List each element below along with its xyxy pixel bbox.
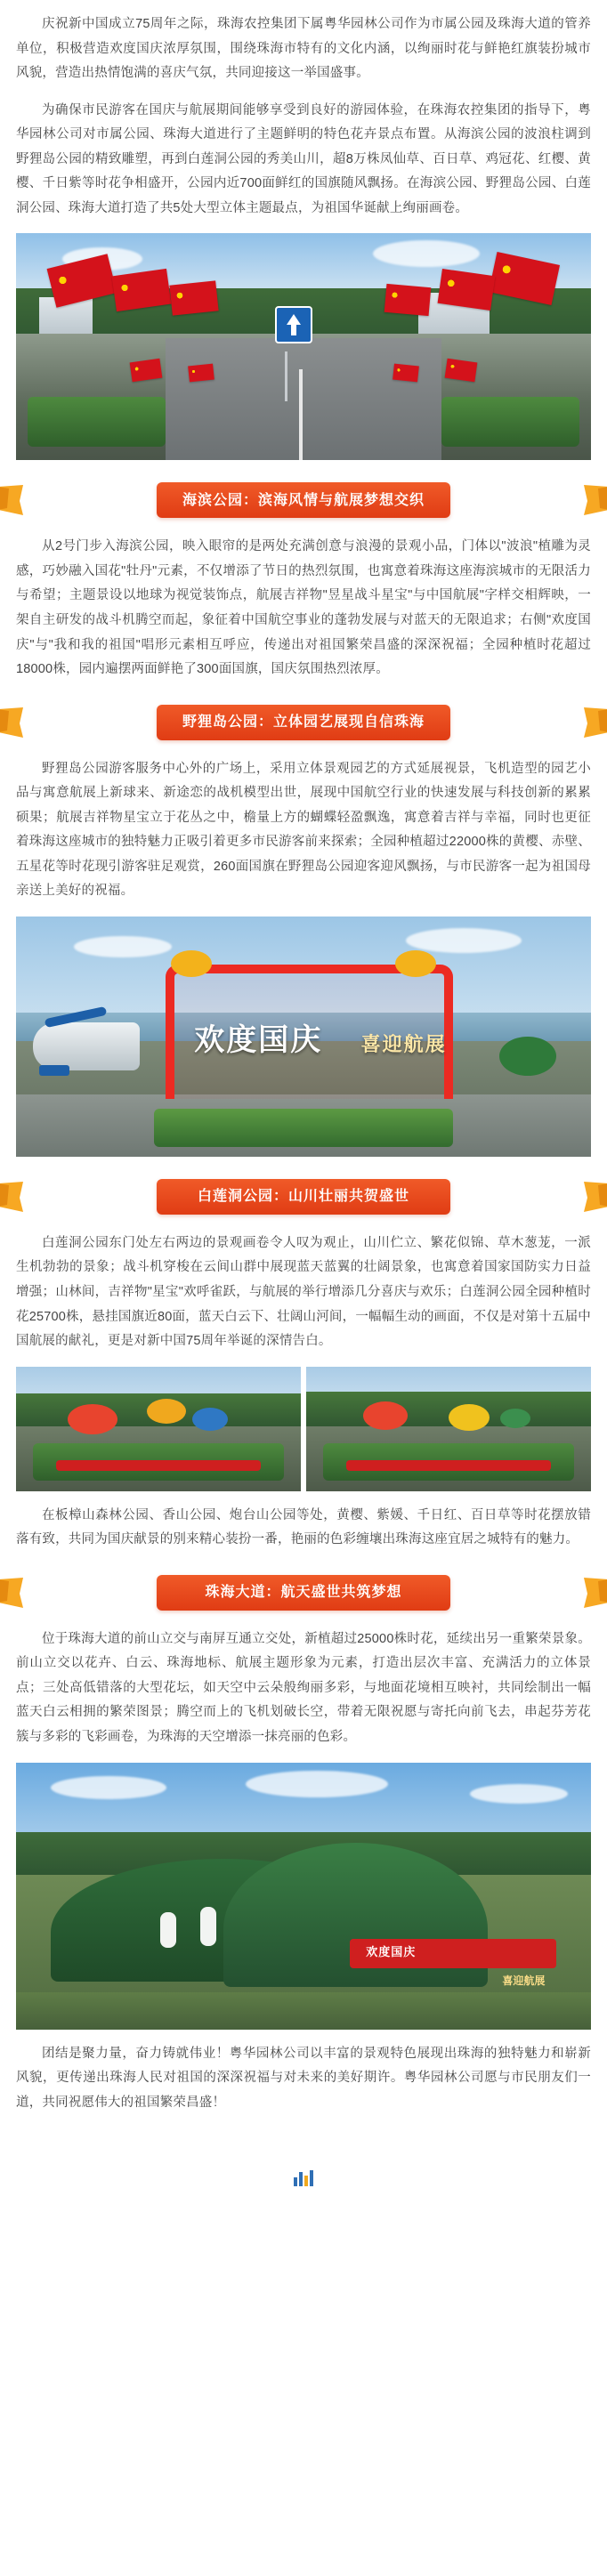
cloud-shape bbox=[51, 1776, 166, 1799]
section-header-bailiandong bbox=[16, 1176, 591, 1217]
ribbon-right-icon bbox=[580, 483, 607, 517]
hedge-shape bbox=[441, 397, 579, 447]
intro-text-1: 庆祝新中国成立75周年之际，珠海农控集团下属粤华园林公司作为市属公园及珠海大道的管养单位，积极营造欢度国庆浓厚氛围，围绕珠海市特有的文化内涵，以绚丽时花与鲜艳红旗装扮城市风貌，营造出热情饱满的喜庆气氛，共同迎接这一举国盛事。 bbox=[16, 17, 591, 81]
section-text: 白莲洞公园东门处左右两边的景观画卷令人叹为观止，山川伫立、繁花似锦、草木葱茏，一派生机勃勃的景象；战斗机穿梭在云间山群中展现蓝天蓝翼的壮阔景象，也寓意着国家国防实力日益增强；山林间，吉祥物"星宝"欢呼雀跃，与航展的举行增添几分喜庆与欢乐；白莲洞公园全园种植时花25700株，悬挂国旗近80面，蓝天白云下、壮阔山河间，一幅幅生动的画面，不仅是对第十五届中国航展的献礼，更是对新中国75周年举诞的深情告白。 bbox=[16, 1235, 591, 1349]
section-text: 野狸岛公园游客服务中心外的广场上，采用立体景观园艺的方式延展视景，飞机造型的园艺小品与寓意航展上新球来、新途恋的战机模型出世，展现中国航空行业的快速发展与科技创新的累累硕果；航展吉祥物星宝立于花丛之中，檐量上方的蝴蝶轻盈飘逸，寓意着吉祥与幸福，同时也更征着珠海这座城市的独特魅力正吸引着更多市民游客前来探索；全园种植超过22000株的黄樱、赤壁、五星花等时花现引游客驻足观赏，260面国旗在野狸岛公园迎客迎风飘扬，与市民游客一起为祖国母亲送上美好的祝福。 bbox=[16, 761, 591, 899]
banner-main-text: 欢度国庆 bbox=[366, 1945, 417, 1959]
chinese-flag bbox=[170, 281, 219, 316]
section-header-yeli bbox=[16, 702, 591, 743]
cloud-shape bbox=[373, 240, 480, 267]
section-paragraph-bailiandong bbox=[16, 1231, 591, 1354]
image-bailiandong-left bbox=[16, 1367, 301, 1491]
red-banner-strip bbox=[346, 1460, 551, 1472]
section-title: 海滨公园：滨海风情与航展梦想交织 bbox=[182, 492, 425, 508]
sculpture-shape bbox=[363, 1401, 408, 1430]
red-banner-strip bbox=[350, 1939, 557, 1968]
banner-sub-text: 喜迎航展 bbox=[502, 1974, 546, 1987]
flower-bed bbox=[154, 1109, 453, 1147]
intro-paragraph-1 bbox=[16, 12, 591, 86]
runner-figure bbox=[200, 1907, 216, 1946]
image-bailiandong-right bbox=[306, 1367, 591, 1491]
image-haibin-park-flags bbox=[16, 233, 591, 460]
road-marking bbox=[299, 369, 303, 460]
figure-row-bailiandong bbox=[16, 1367, 591, 1491]
runner-figure bbox=[160, 1912, 176, 1948]
section-header-bar bbox=[157, 1179, 450, 1215]
sculpture-shape bbox=[192, 1408, 228, 1431]
image-yeliisland-archway bbox=[16, 917, 591, 1157]
chinese-flag bbox=[188, 364, 214, 383]
section-paragraph-yeli bbox=[16, 757, 591, 904]
closing-paragraph bbox=[16, 2042, 591, 2116]
section-text: 位于珠海大道的前山立交与南屏互通立交处，新植超过25000株时花，延续出另一重繁荣景象。前山立交以花卉、白云、珠海地标、航展主题形象为元素，打造出层次丰富、充满活力的立体景点；三处高低错落的大型花坛，如天空中云朵般绚丽多彩，与地面花境相互映衬，共同绘制出一幅蓝天白云相拥的繁荣图景；腾空而上的飞机划破长空，带着无限祝愿与寄托向前飞去，串起芬芳花簇与多彩的飞彩画卷，为珠海的天空增添一抹亮丽的色彩。 bbox=[16, 1631, 591, 1744]
section-paragraph-avenue bbox=[16, 1627, 591, 1750]
figure-yeliisland-archway bbox=[16, 917, 591, 1157]
section-text: 在板樟山森林公园、香山公园、炮台山公园等处，黄樱、紫媛、千日红、百日草等时花摆放错落有致，共同为国庆献景的别来精心装扮一番，艳丽的色彩缠壤出珠海这座宜居之城特有的魅力。 bbox=[16, 1507, 591, 1547]
image-zhuhai-avenue-landscape bbox=[16, 1763, 591, 2030]
ribbon-left-icon bbox=[0, 706, 27, 739]
section-text: 从2号门步入海滨公园，映入眼帘的是两处充满创意与浪漫的景观小品，门体以"波浪"植雕为灵感，巧妙融入国花"牡丹"元素，不仅增添了节日的热烈氛围，也寓意着珠海这座海滨城市的无限活力与希望；主题景设以地球为视觉装饰点，航展吉祥物"昱星战斗星宝"与中国航展"字样交相辉映，一架自主研发的战斗机腾空而起，象征着中国航空事业的蓬勃发展与对蓝天的无限追求；右侧"欢度国庆"与"我和我的祖国"唱形元素相互呼应，传递出对祖国繁荣昌盛的深深祝福；全园种植时花超过18000株，园内遍摆两面鲜艳了300面国旗，国庆氛围热烈浓厚。 bbox=[16, 539, 591, 677]
arrow-stem bbox=[291, 323, 296, 335]
sculpture-shape bbox=[449, 1404, 490, 1431]
foreground-lawn bbox=[16, 1992, 591, 2030]
arch-main-text: 欢度国庆 bbox=[194, 1022, 323, 1057]
chinese-flag bbox=[393, 364, 419, 383]
ribbon-left-icon bbox=[0, 483, 27, 517]
chinese-flag bbox=[384, 284, 432, 316]
chinese-flag bbox=[111, 269, 171, 311]
closing-text: 团结是聚力量，奋力铸就伟业！粤华园林公司以丰富的景观特色展现出珠海的独特魅力和崭新风貌，更传递出珠海人民对祖国的深深祝福与对未来的美好期许。粤华园林公司愿与市民朋友们一道，共同祝愿伟大的祖国繁荣昌盛！ bbox=[16, 2046, 591, 2110]
section-header-haibin bbox=[16, 480, 591, 521]
ribbon-left-icon bbox=[0, 1576, 27, 1610]
logo-bars-icon bbox=[293, 2161, 314, 2186]
figure-haibin-park-flags bbox=[16, 233, 591, 460]
section-title: 珠海大道：航天盛世共筑梦想 bbox=[205, 1584, 402, 1600]
hedge-shape bbox=[28, 397, 166, 447]
ribbon-right-icon bbox=[580, 1180, 607, 1214]
article-page bbox=[0, 12, 607, 2149]
ribbon-left-icon bbox=[0, 1180, 27, 1214]
cloud-shape bbox=[246, 1771, 388, 1797]
section-header-avenue bbox=[16, 1572, 591, 1613]
section-paragraph-bailiandong-2 bbox=[16, 1504, 591, 1553]
cloud-shape bbox=[470, 1784, 568, 1804]
cloud-shape bbox=[74, 936, 172, 957]
arch-sub-text: 喜迎航展 bbox=[360, 1033, 447, 1056]
section-title: 白莲洞公园：山川壮丽共贺盛世 bbox=[197, 1189, 409, 1205]
bottom-logo-mark bbox=[0, 2149, 607, 2202]
sculpture-shape bbox=[68, 1404, 117, 1434]
section-header-bar bbox=[157, 1575, 450, 1611]
section-header-bar bbox=[157, 705, 450, 740]
shrub-shape bbox=[499, 1037, 556, 1076]
red-banner-strip bbox=[56, 1460, 261, 1472]
chinese-flag bbox=[438, 269, 496, 311]
intro-text-2: 为确保市民游客在国庆与航展期间能够享受到良好的游园体验，在珠海农控集团的指导下，粤华园林公司对市属公园、珠海大道进行了主题鲜明的特色花卉景点布置。从海滨公园的波浪柱调到野狸岛公园的精致雕塑，再到白莲洞公园的秀美山川，超8万株凤仙草、百日草、鸡冠花、红樱、黄樱、千日紫等时花争相盛开，公园内近700面鲜红的国旗随风飘扬。在海滨公园、野狸岛公园、白莲洞公园、珠海大道打造了共5处大型立体主题最点，为祖国华诞献上绚丽画卷。 bbox=[16, 102, 591, 215]
dragon-decoration bbox=[171, 950, 212, 977]
airshow-china-label bbox=[39, 1065, 69, 1076]
ribbon-right-icon bbox=[580, 706, 607, 739]
ribbon-right-icon bbox=[580, 1576, 607, 1610]
road-surface bbox=[166, 338, 441, 461]
sculpture-shape bbox=[500, 1409, 530, 1428]
section-header-bar bbox=[157, 482, 450, 518]
intro-paragraph-2 bbox=[16, 99, 591, 222]
blue-road-sign bbox=[275, 306, 312, 343]
section-title: 野狸岛公园：立体园艺展现自信珠海 bbox=[182, 714, 425, 730]
sign-pole bbox=[285, 351, 287, 401]
section-paragraph-haibin bbox=[16, 535, 591, 682]
sculpture-shape bbox=[147, 1399, 186, 1424]
airplane-sculpture bbox=[33, 1022, 140, 1070]
figure-zhuhai-avenue bbox=[16, 1763, 591, 2030]
dragon-decoration bbox=[395, 950, 436, 977]
